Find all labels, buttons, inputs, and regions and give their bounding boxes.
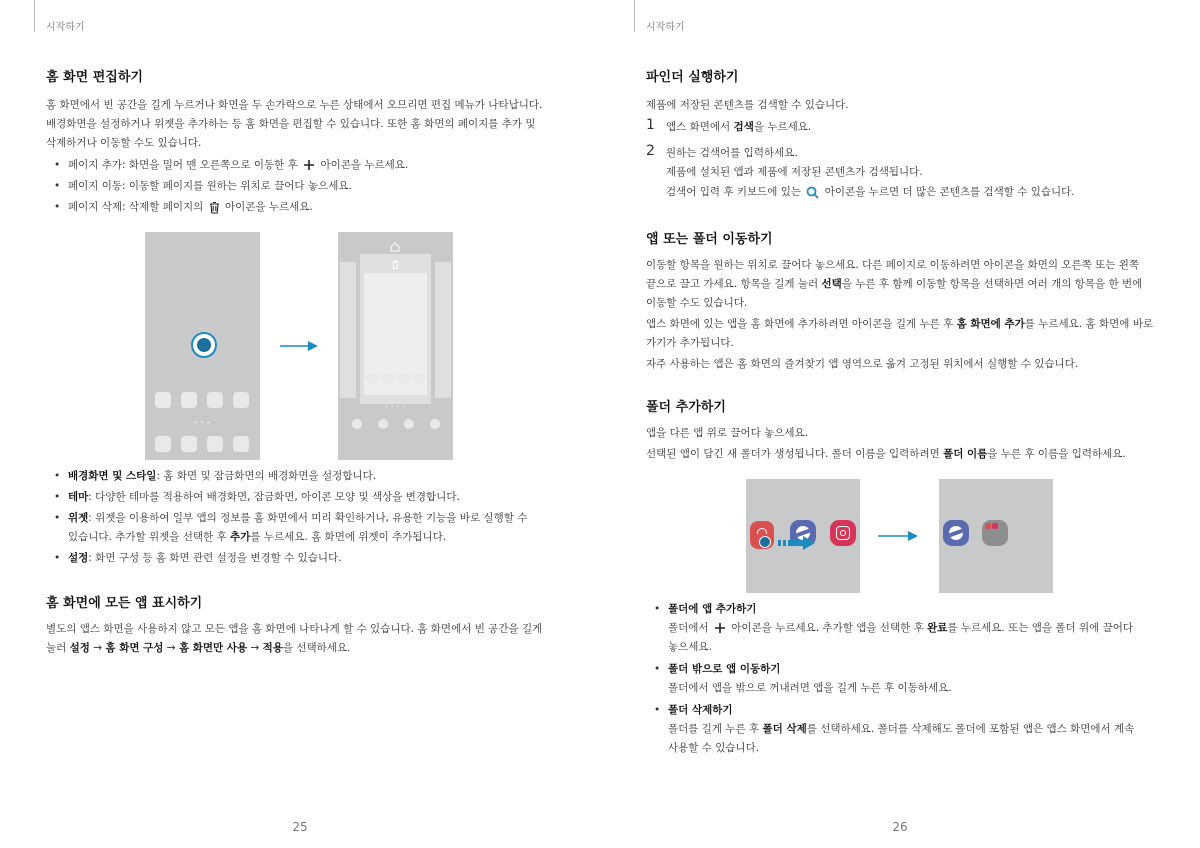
- section-title: 앱 또는 폴더 이동하기: [646, 232, 773, 247]
- paragraph: 이동할 수도 있습니다.: [646, 297, 748, 309]
- right-arrow-icon: [280, 340, 320, 352]
- page-indicator: • • •: [193, 420, 212, 426]
- section-show-all-apps: [46, 596, 546, 612]
- step-detail: 검색어 입력 후 키보드에 있는 아이콘을 누르면 더 많은 콘텐츠를 검색할 수 있습니다.: [666, 186, 1075, 198]
- list-item: • 폴더에 앱 추가하기: [646, 600, 1156, 619]
- app-icon: [181, 392, 197, 408]
- paragraph: 선택된 앱이 담긴 새 폴더가 생성됩니다. 폴더 이름을 입력하려면 폴더 이름을 누른 후 이름을 입력하세요.: [646, 448, 1126, 460]
- plus-icon: [303, 159, 315, 171]
- folder-drag-illustration: [746, 479, 860, 593]
- header-rule: [634, 0, 635, 32]
- paragraph: 앱을 다른 앱 위로 끌어다 놓으세요.: [646, 427, 809, 439]
- edit-options-list: [46, 467, 546, 568]
- section-folder-body: [646, 424, 1156, 464]
- section-title: 파인더 실행하기: [646, 70, 739, 85]
- paragraph: 자주 사용하는 앱은 홈 화면의 즐겨찾기 앱 영역으로 옮겨 고정된 위치에서 실행할 수 있습니다.: [646, 358, 1079, 370]
- menu-icon: [352, 419, 362, 429]
- header-rule: [34, 0, 35, 32]
- menu-icon: [378, 419, 388, 429]
- app-icon: [233, 392, 249, 408]
- trash-icon: [392, 260, 399, 269]
- search-icon: [806, 186, 819, 199]
- list-item: • 폴더 삭제하기: [646, 701, 1156, 720]
- paragraph: 눌러 설정 → 홈 화면 구성 → 홈 화면만 사용 → 적용을 선택하세요.: [46, 642, 351, 654]
- drag-arrow-icon: [778, 535, 816, 551]
- side-page-right: [435, 262, 451, 398]
- list-item-detail: 놓으세요.: [668, 641, 712, 653]
- menu-icon: [430, 419, 440, 429]
- app-icon: [155, 392, 171, 408]
- app-icon: [366, 372, 378, 384]
- list-item: • 배경화면 및 스타일: 홈 화면 및 잠금화면의 배경화면을 설정합니다.: [46, 467, 546, 486]
- menu-icon: [404, 419, 414, 429]
- section-finder-body: [646, 96, 1156, 202]
- plus-icon: [714, 622, 726, 634]
- app-icon: [181, 436, 197, 452]
- app-icon: [207, 392, 223, 408]
- running-header: 시작하기: [646, 22, 685, 33]
- section-title: 폴더 추가하기: [646, 400, 726, 415]
- app-icon: [398, 372, 410, 384]
- section-show-all-apps-body: [46, 620, 546, 658]
- right-arrow-icon: [878, 530, 920, 542]
- running-header: 시작하기: [46, 22, 85, 33]
- paragraph: 별도의 앱스 화면을 사용하지 않고 모든 앱을 홈 화면에 나타나게 할 수 있습니다. 홈 화면에서 빈 공간을 길게: [46, 623, 543, 635]
- right-page: [600, 0, 1200, 848]
- app-icon: [750, 521, 774, 549]
- list-item-continuation: 있습니다. 추가할 위젯을 선택한 후 추가를 누르세요. 홈 화면에 위젯이 추가됩니다.: [68, 531, 447, 543]
- page-number: 26: [892, 820, 908, 834]
- step-item: 1 앱스 화면에서 검색을 누르세요.: [646, 117, 812, 133]
- paragraph: 끝으로 끌고 가세요. 항목을 길게 눌러 선택을 누른 후 함께 이동할 항목을 선택하면 여러 개의 항목을 한 번에: [646, 278, 1143, 290]
- edit-mode-illustration: [338, 232, 453, 460]
- paragraph: 앱스 화면에 있는 앱을 홈 화면에 추가하려면 아이콘을 길게 누른 후 홈 화면에 추가를 누르세요. 홈 화면에 바로: [646, 318, 1154, 330]
- list-item-detail: 사용할 수 있습니다.: [668, 742, 760, 754]
- page-thumbnail: [360, 254, 431, 404]
- list-item-detail: 폴더에서 앱을 밖으로 꺼내려면 앱을 길게 누른 후 이동하세요.: [668, 682, 952, 694]
- home-screen-illustration: [145, 232, 260, 460]
- step-item: 2 원하는 검색어를 입력하세요.: [646, 143, 798, 159]
- list-item: • 테마: 다양한 테마를 적용하여 배경화면, 잠금화면, 아이콘 모양 및 색상을 변경합니다.: [46, 488, 546, 507]
- side-page-left: [340, 262, 356, 398]
- list-item-detail: 폴더에서 아이콘을 누르세요. 추가할 앱을 선택한 후 완료를 누르세요. 또는 앱을 폴더 위에 끌어다: [668, 622, 1134, 634]
- paragraph: 홈 화면에서 빈 공간을 길게 누르거나 화면을 두 손가락으로 누른 상태에서 오므리면 편집 메뉴가 나타납니다.: [46, 99, 543, 111]
- folder-icon: [982, 520, 1008, 546]
- list-item: • 폴더 밖으로 앱 이동하기: [646, 660, 1156, 679]
- section-finder: [646, 70, 1156, 86]
- list-item: • 페이지 이동: 이동할 페이지를 원하는 위치로 끌어다 놓으세요.: [46, 177, 546, 196]
- section-move: [646, 232, 1156, 248]
- app-icon: [382, 372, 394, 384]
- home-icon: [390, 242, 400, 252]
- list-item: • 페이지 추가: 화면을 밀어 맨 오른쪽으로 이동한 후 아이콘을 누르세요.: [46, 156, 546, 175]
- app-icon: [414, 372, 426, 384]
- trash-icon: [209, 201, 220, 214]
- list-item-detail: 폴더를 길게 누른 후 폴더 삭제를 선택하세요. 폴더를 삭제해도 폴더에 포함된 앱은 앱스 화면에서 계속: [668, 723, 1135, 735]
- app-icon: [207, 436, 223, 452]
- page-indicator: • • • •: [385, 404, 406, 409]
- list-item: • 페이지 삭제: 삭제할 페이지의 아이콘을 누르세요.: [46, 198, 546, 217]
- section-title: 홈 화면 편집하기: [46, 70, 143, 85]
- page-number: 25: [292, 820, 308, 834]
- app-icon: [943, 520, 969, 546]
- folder-created-illustration: [939, 479, 1053, 593]
- paragraph: 제품에 저장된 콘텐츠를 검색할 수 있습니다.: [646, 99, 849, 111]
- paragraph: 삭제하거나 이동할 수도 있습니다.: [46, 137, 202, 149]
- section-title: 홈 화면에 모든 앱 표시하기: [46, 596, 203, 611]
- paragraph: 배경화면을 설정하거나 위젯을 추가하는 등 홈 화면을 편집할 수 있습니다. 또한 홈 화면의 페이지를 추가 및: [46, 118, 536, 130]
- paragraph: 가기가 추가됩니다.: [646, 337, 734, 349]
- section-folder: [646, 400, 1156, 416]
- step-detail: 제품에 설치된 앱과 제품에 저장된 콘텐츠가 검색됩니다.: [666, 166, 923, 178]
- list-item: • 설정: 화면 구성 등 홈 화면 관련 설정을 변경할 수 있습니다.: [46, 549, 546, 568]
- section-move-body: [646, 256, 1156, 374]
- camera-app-icon: [830, 520, 856, 546]
- section-edit-home: [46, 70, 546, 86]
- touch-point-icon: [191, 332, 217, 358]
- app-icon: [233, 436, 249, 452]
- section-edit-home-body: [46, 96, 546, 217]
- list-item: • 위젯: 위젯을 이용하여 일부 앱의 정보를 홈 화면에서 미리 확인하거나, 유용한 기능을 바로 실행할 수: [46, 509, 546, 528]
- paragraph: 이동할 항목을 원하는 위치로 끌어다 놓으세요. 다른 페이지로 이동하려면 아이콘을 화면의 오른쪽 또는 왼쪽: [646, 259, 1140, 271]
- app-icon: [155, 436, 171, 452]
- folder-tips-list: [646, 600, 1156, 758]
